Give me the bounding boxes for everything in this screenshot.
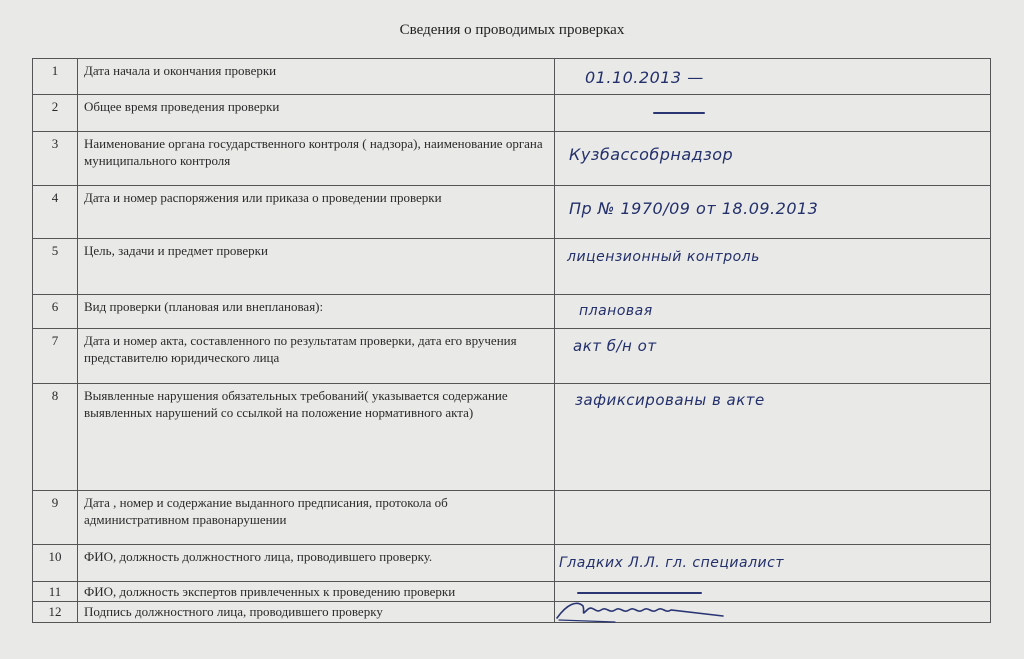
row-number: 6 — [33, 295, 78, 329]
row-number: 10 — [33, 545, 78, 582]
handwritten-answer: Гладких Л.Л. гл. специалист — [559, 555, 784, 571]
row-answer-cell — [555, 384, 991, 491]
table-row — [33, 602, 991, 623]
handwritten-dash — [577, 592, 702, 594]
row-label: Подпись должностного лица, проводившего проверку — [78, 602, 555, 623]
row-answer-cell — [555, 295, 991, 329]
row-number: 8 — [33, 384, 78, 491]
row-answer-cell — [555, 329, 991, 384]
inspection-table — [32, 58, 991, 623]
handwritten-answer: плановая — [579, 303, 653, 319]
row-answer-cell — [555, 95, 991, 132]
document-title: Сведения о проводимых проверках — [399, 22, 625, 38]
handwritten-answer: Кузбассобрнадзор — [569, 145, 734, 164]
row-label: Наименование органа государственного контроля ( надзора), наименование органа муниципального контроля — [78, 132, 555, 186]
table-row — [33, 582, 991, 602]
row-label: Дата начала и окончания проверки — [78, 59, 555, 95]
table-row — [33, 545, 991, 582]
signature — [555, 596, 725, 626]
row-label: Цель, задачи и предмет проверки — [78, 239, 555, 295]
handwritten-answer: 01.10.2013 — — [585, 68, 704, 87]
row-number: 12 — [33, 602, 78, 623]
table-row — [33, 186, 991, 239]
table-row — [33, 239, 991, 295]
row-answer-cell — [555, 545, 991, 582]
table-row — [33, 295, 991, 329]
row-answer-cell — [555, 59, 991, 95]
row-answer-cell — [555, 132, 991, 186]
row-label: Общее время проведения проверки — [78, 95, 555, 132]
row-label: ФИО, должность должностного лица, проводившего проверку. — [78, 545, 555, 582]
row-answer-cell — [555, 239, 991, 295]
table-row — [33, 329, 991, 384]
row-label: Дата и номер акта, составленного по результатам проверки, дата его вручения представителю юридического лица — [78, 329, 555, 384]
row-number: 9 — [33, 491, 78, 545]
row-answer-cell — [555, 186, 991, 239]
handwritten-answer: акт б/н от — [573, 337, 657, 355]
handwritten-answer: Пр № 1970/09 от 18.09.2013 — [569, 199, 819, 218]
row-number: 4 — [33, 186, 78, 239]
row-label: Выявленные нарушения обязательных требований( указывается содержание выявленных нарушений со ссылкой на положение нормативного акта) — [78, 384, 555, 491]
handwritten-dash — [653, 112, 705, 114]
row-number: 7 — [33, 329, 78, 384]
table-row — [33, 491, 991, 545]
row-label: Вид проверки (плановая или внеплановая): — [78, 295, 555, 329]
handwritten-answer: лицензионный контроль — [567, 249, 760, 265]
row-answer-cell — [555, 602, 991, 623]
row-number: 3 — [33, 132, 78, 186]
row-number: 1 — [33, 59, 78, 95]
table-row — [33, 59, 991, 95]
table-row — [33, 132, 991, 186]
row-number: 11 — [33, 582, 78, 602]
row-number: 5 — [33, 239, 78, 295]
row-label: Дата и номер распоряжения или приказа о проведении проверки — [78, 186, 555, 239]
table-row — [33, 384, 991, 491]
row-number: 2 — [33, 95, 78, 132]
row-answer-cell — [555, 491, 991, 545]
handwritten-answer: зафиксированы в акте — [575, 391, 765, 409]
table-row — [33, 95, 991, 132]
row-label: ФИО, должность экспертов привлеченных к проведению проверки — [78, 582, 555, 602]
row-label: Дата , номер и содержание выданного предписания, протокола об административном правонарушении — [78, 491, 555, 545]
